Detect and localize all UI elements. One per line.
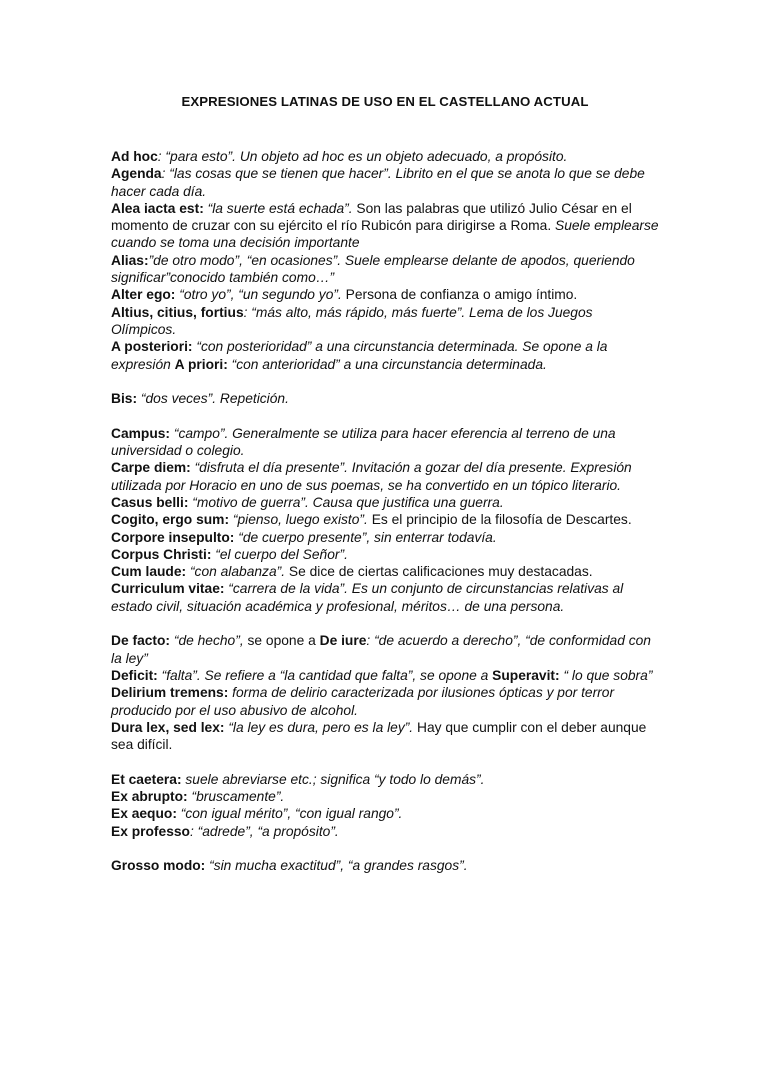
entry-text: Son las palabras que utilizó Julio César en el momento de cruzar con su ejército el río Rubicón para dirigirse a Roma.: [111, 200, 632, 234]
glossary-entry: [111, 788, 659, 805]
glossary-entry: [111, 563, 659, 580]
glossary-entry: [111, 148, 659, 165]
glossary-entry: [111, 823, 659, 840]
entry-term: Cogito, ergo sum:: [111, 512, 230, 528]
glossary-entry: [111, 667, 659, 684]
entry-text: Persona de confianza o amigo íntimo.: [341, 287, 578, 303]
entry-definition: “la suerte está echada”.: [203, 200, 353, 216]
glossary-entry: [111, 529, 659, 546]
entry-term: Cum laude:: [111, 564, 187, 580]
section-gap: [111, 615, 659, 632]
entry-term: Ex professo: [111, 823, 190, 839]
entry-term: De iure: [319, 633, 367, 649]
entry-definition: “con igual mérito”, “con igual rango”.: [176, 806, 403, 822]
entry-term: Altius, citius, fortius: [111, 304, 244, 320]
entry-term: De facto:: [111, 633, 171, 649]
entry-term: Ad hoc: [111, 149, 158, 164]
entry-definition: “con posterioridad” a una circunstancia determinada. Se opone a la expresión: [111, 339, 608, 372]
entry-definition: : “para esto”. Un objeto ad hoc es un objeto adecuado, a propósito.: [157, 149, 568, 164]
entry-term: Bis:: [111, 391, 138, 407]
entry-text: se opone a: [243, 633, 320, 649]
entry-term: Alter ego:: [111, 287, 176, 303]
entry-definition: “campo”. Generalmente se utiliza para hacer eferencia al terreno de una universidad o colegio.: [111, 425, 616, 459]
entry-term: Curriculum vitae:: [111, 581, 225, 597]
entry-definition: suele abreviarse etc.; significa “y todo lo demás”.: [181, 771, 485, 787]
glossary-entry: [111, 546, 659, 563]
entry-definition: “ lo que sobra”: [559, 667, 653, 683]
entry-definition: forma de delirio caracterizada por ilusiones ópticas y por terror producido por el uso abusivo de alcohol.: [111, 685, 615, 718]
entry-term: Corpore insepulto:: [111, 529, 235, 545]
entry-definition: “la ley es dura, pero es la ley”.: [224, 719, 414, 735]
entry-definition: “motivo de guerra”. Causa que justifica una guerra.: [188, 494, 504, 510]
glossary-entry: [111, 286, 659, 303]
entry-definition: : “de acuerdo a derecho”, “de conformidad con la ley”: [111, 633, 651, 666]
entry-definition: “con alabanza”.: [186, 564, 286, 580]
entry-term: Ex aequo:: [111, 806, 177, 822]
entry-definition: ”de otro modo”, “en ocasiones”. Suele emplearse delante de apodos, queriendo significar”conocido también como…”: [111, 252, 635, 286]
glossary-entry: [111, 511, 659, 528]
entry-term: Dura lex, sed lex:: [111, 719, 225, 735]
glossary-entry: [111, 459, 659, 494]
entry-definition: “carrera de la vida”. Es un conjunto de circunstancias relativas al estado civil, situación académica y profesional, méritos… de una persona.: [111, 581, 624, 614]
glossary-entry: [111, 390, 659, 407]
entry-term: Superavit:: [492, 667, 560, 683]
glossary-entry: [111, 580, 659, 615]
entry-term: Carpe diem:: [111, 460, 191, 476]
glossary-entry: [111, 200, 659, 252]
glossary-entry: [111, 805, 659, 822]
section-gap: [111, 373, 659, 390]
glossary-entry: [111, 857, 659, 874]
entry-definition: “sin mucha exactitud”, “a grandes rasgos”.: [205, 858, 468, 874]
entry-definition: “de hecho”,: [170, 633, 244, 649]
glossary-entry: [111, 494, 659, 511]
glossary-entry: [111, 425, 659, 460]
entry-term: Deficit:: [111, 667, 158, 683]
document-title: EXPRESIONES LATINAS DE USO EN EL CASTELLANO ACTUAL: [181, 94, 589, 109]
entry-definition: “dos veces”. Repetición.: [137, 391, 289, 407]
glossary-entry: [111, 632, 659, 667]
entry-term: Agenda: [111, 166, 162, 182]
entry-term: Alias:: [111, 252, 149, 268]
entry-definition: : “más alto, más rápido, más fuerte”. Lema de los Juegos Olímpicos.: [111, 304, 593, 337]
entries-list: [111, 148, 659, 874]
entry-definition: “de cuerpo presente”, sin enterrar todavía.: [234, 529, 497, 545]
entry-definition: “pienso, luego existo”.: [229, 512, 368, 528]
entry-definition: “el cuerpo del Señor”.: [211, 546, 348, 562]
glossary-entry: [111, 684, 659, 719]
entry-term: Campus:: [111, 425, 171, 441]
entry-term: A posteriori:: [111, 339, 193, 355]
entry-definition: Suele emplearse cuando se toma una decisión importante: [111, 218, 659, 251]
entry-term: Grosso modo:: [111, 858, 206, 874]
glossary-entry: [111, 719, 659, 754]
entry-definition: “bruscamente”.: [187, 788, 285, 804]
glossary-entry: [111, 304, 659, 339]
glossary-entry: [111, 338, 659, 373]
section-gap: [111, 753, 659, 770]
glossary-entry: [111, 252, 659, 287]
entry-definition: : “las cosas que se tienen que hacer”. Librito en el que se anota lo que se debe hacer cada día.: [111, 166, 645, 199]
entry-term: Casus belli:: [111, 494, 189, 510]
entry-definition: “con anterioridad” a una circunstancia determinada.: [227, 356, 547, 372]
glossary-entry: [111, 771, 659, 788]
entry-definition: “falta”. Se refiere a “la cantidad que falta”, se opone a: [157, 667, 493, 683]
glossary-entry: [111, 165, 659, 200]
entry-term: Corpus Christi:: [111, 546, 212, 562]
entry-term: Ex abrupto:: [111, 788, 188, 804]
entry-definition: “disfruta el día presente”. Invitación a gozar del día presente. Expresión utilizada por Horacio en uno de sus poemas, se ha convertido en un tópico literario.: [111, 460, 632, 493]
entry-term: A priori:: [174, 356, 228, 372]
entry-definition: “otro yo”, “un segundo yo”.: [175, 287, 342, 303]
entry-term: Et caetera:: [111, 771, 182, 787]
entry-term: Alea iacta est:: [111, 200, 204, 216]
entry-text: Hay que cumplir con el deber aunque sea difícil.: [111, 719, 647, 753]
entry-text: Es el principio de la filosofía de Descartes.: [367, 512, 632, 528]
entry-text: Se dice de ciertas calificaciones muy destacadas.: [285, 564, 593, 580]
section-gap: [111, 407, 659, 424]
entry-definition: : “adrede”, “a propósito”.: [189, 823, 339, 839]
section-gap: [111, 840, 659, 857]
entry-term: Delirium tremens:: [111, 685, 229, 701]
